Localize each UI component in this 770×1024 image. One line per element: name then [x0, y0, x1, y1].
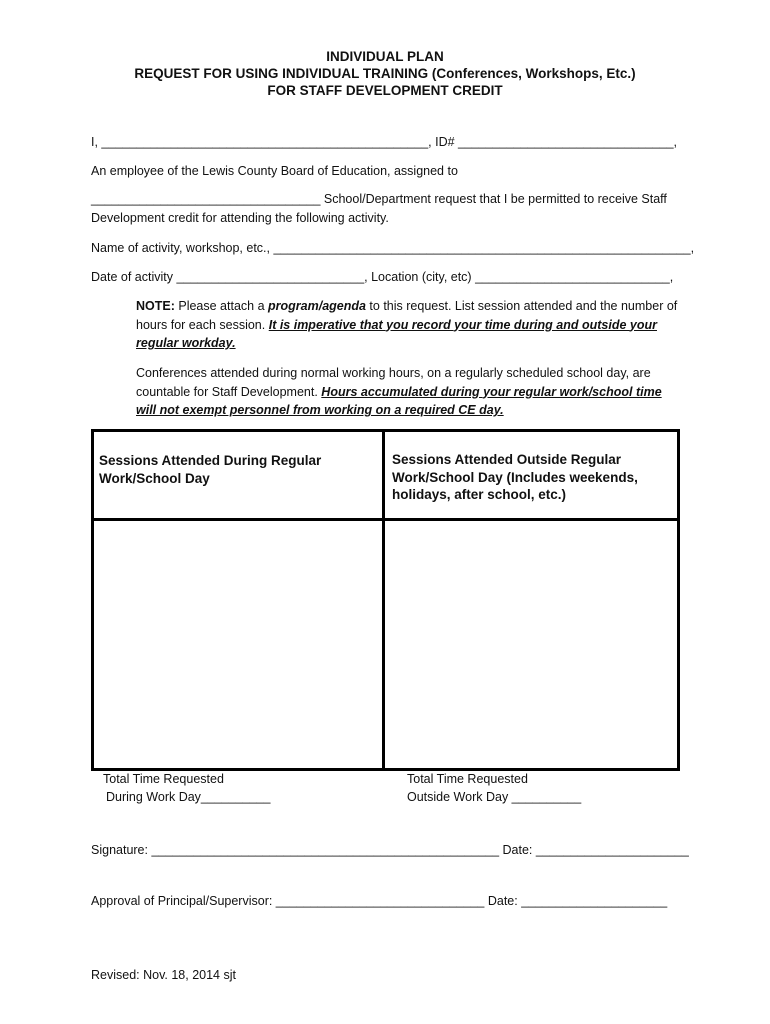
- during-sessions-cell[interactable]: [94, 521, 382, 768]
- development-credit-line: Development credit for attending the following activity.: [91, 211, 389, 225]
- revised-footer: Revised: Nov. 18, 2014 sjt: [91, 968, 236, 982]
- date-location-line[interactable]: Date of activity ___________________________, Location (city, etc) ____________________________,: [91, 270, 674, 284]
- total-during-label: Total Time Requested: [103, 772, 224, 786]
- hours-warning: Hours accumulated during your regular work/school time will not exempt personnel from working on a required CE day.: [136, 384, 662, 417]
- note-program-agenda: program/agenda: [268, 299, 366, 313]
- form-title: INDIVIDUAL PLAN: [326, 49, 444, 64]
- note-text-1: Please attach a: [174, 299, 269, 313]
- total-during-field[interactable]: During Work Day__________: [106, 790, 271, 804]
- form-subtitle: REQUEST FOR USING INDIVIDUAL TRAINING (Conferences, Workshops, Etc.): [134, 66, 636, 81]
- total-outside-field[interactable]: Outside Work Day __________: [407, 790, 582, 804]
- employee-line: An employee of the Lewis County Board of Education, assigned to: [91, 164, 458, 178]
- activity-name-line[interactable]: Name of activity, workshop, etc., ____________________________________________________________,: [91, 241, 695, 255]
- note-label: NOTE:: [136, 299, 175, 313]
- total-outside-label: Total Time Requested: [407, 772, 528, 786]
- note-paragraph: [136, 297, 681, 353]
- note-imperative: It is imperative that you record your time during and outside your regular workday.: [136, 317, 657, 350]
- name-id-line[interactable]: I, _______________________________________________, ID# _______________________________,: [91, 135, 678, 149]
- signature-date-line[interactable]: Signature: __________________________________________________ Date: ______________________: [91, 843, 689, 857]
- col-during-header: Sessions Attended During Regular Work/School Day: [99, 453, 322, 486]
- conferences-paragraph: [136, 364, 676, 420]
- approval-date-line[interactable]: Approval of Principal/Supervisor: ______________________________ Date: _____________________: [91, 894, 668, 908]
- form-subtitle-credit: FOR STAFF DEVELOPMENT CREDIT: [267, 83, 503, 98]
- school-department-line[interactable]: _________________________________ School/Department request that I be permitted to receive Staff: [91, 192, 667, 206]
- conferences-text: Conferences attended during normal working hours, on a regularly scheduled school day, are countable for Staff Development.: [136, 366, 651, 399]
- outside-sessions-cell[interactable]: [385, 521, 677, 768]
- col-outside-header: Sessions Attended Outside Regular Work/School Day (Includes weekends, holidays, after school, etc.): [392, 452, 638, 502]
- note-text-2: to this request. List session attended and the number of hours for each session.: [136, 299, 678, 332]
